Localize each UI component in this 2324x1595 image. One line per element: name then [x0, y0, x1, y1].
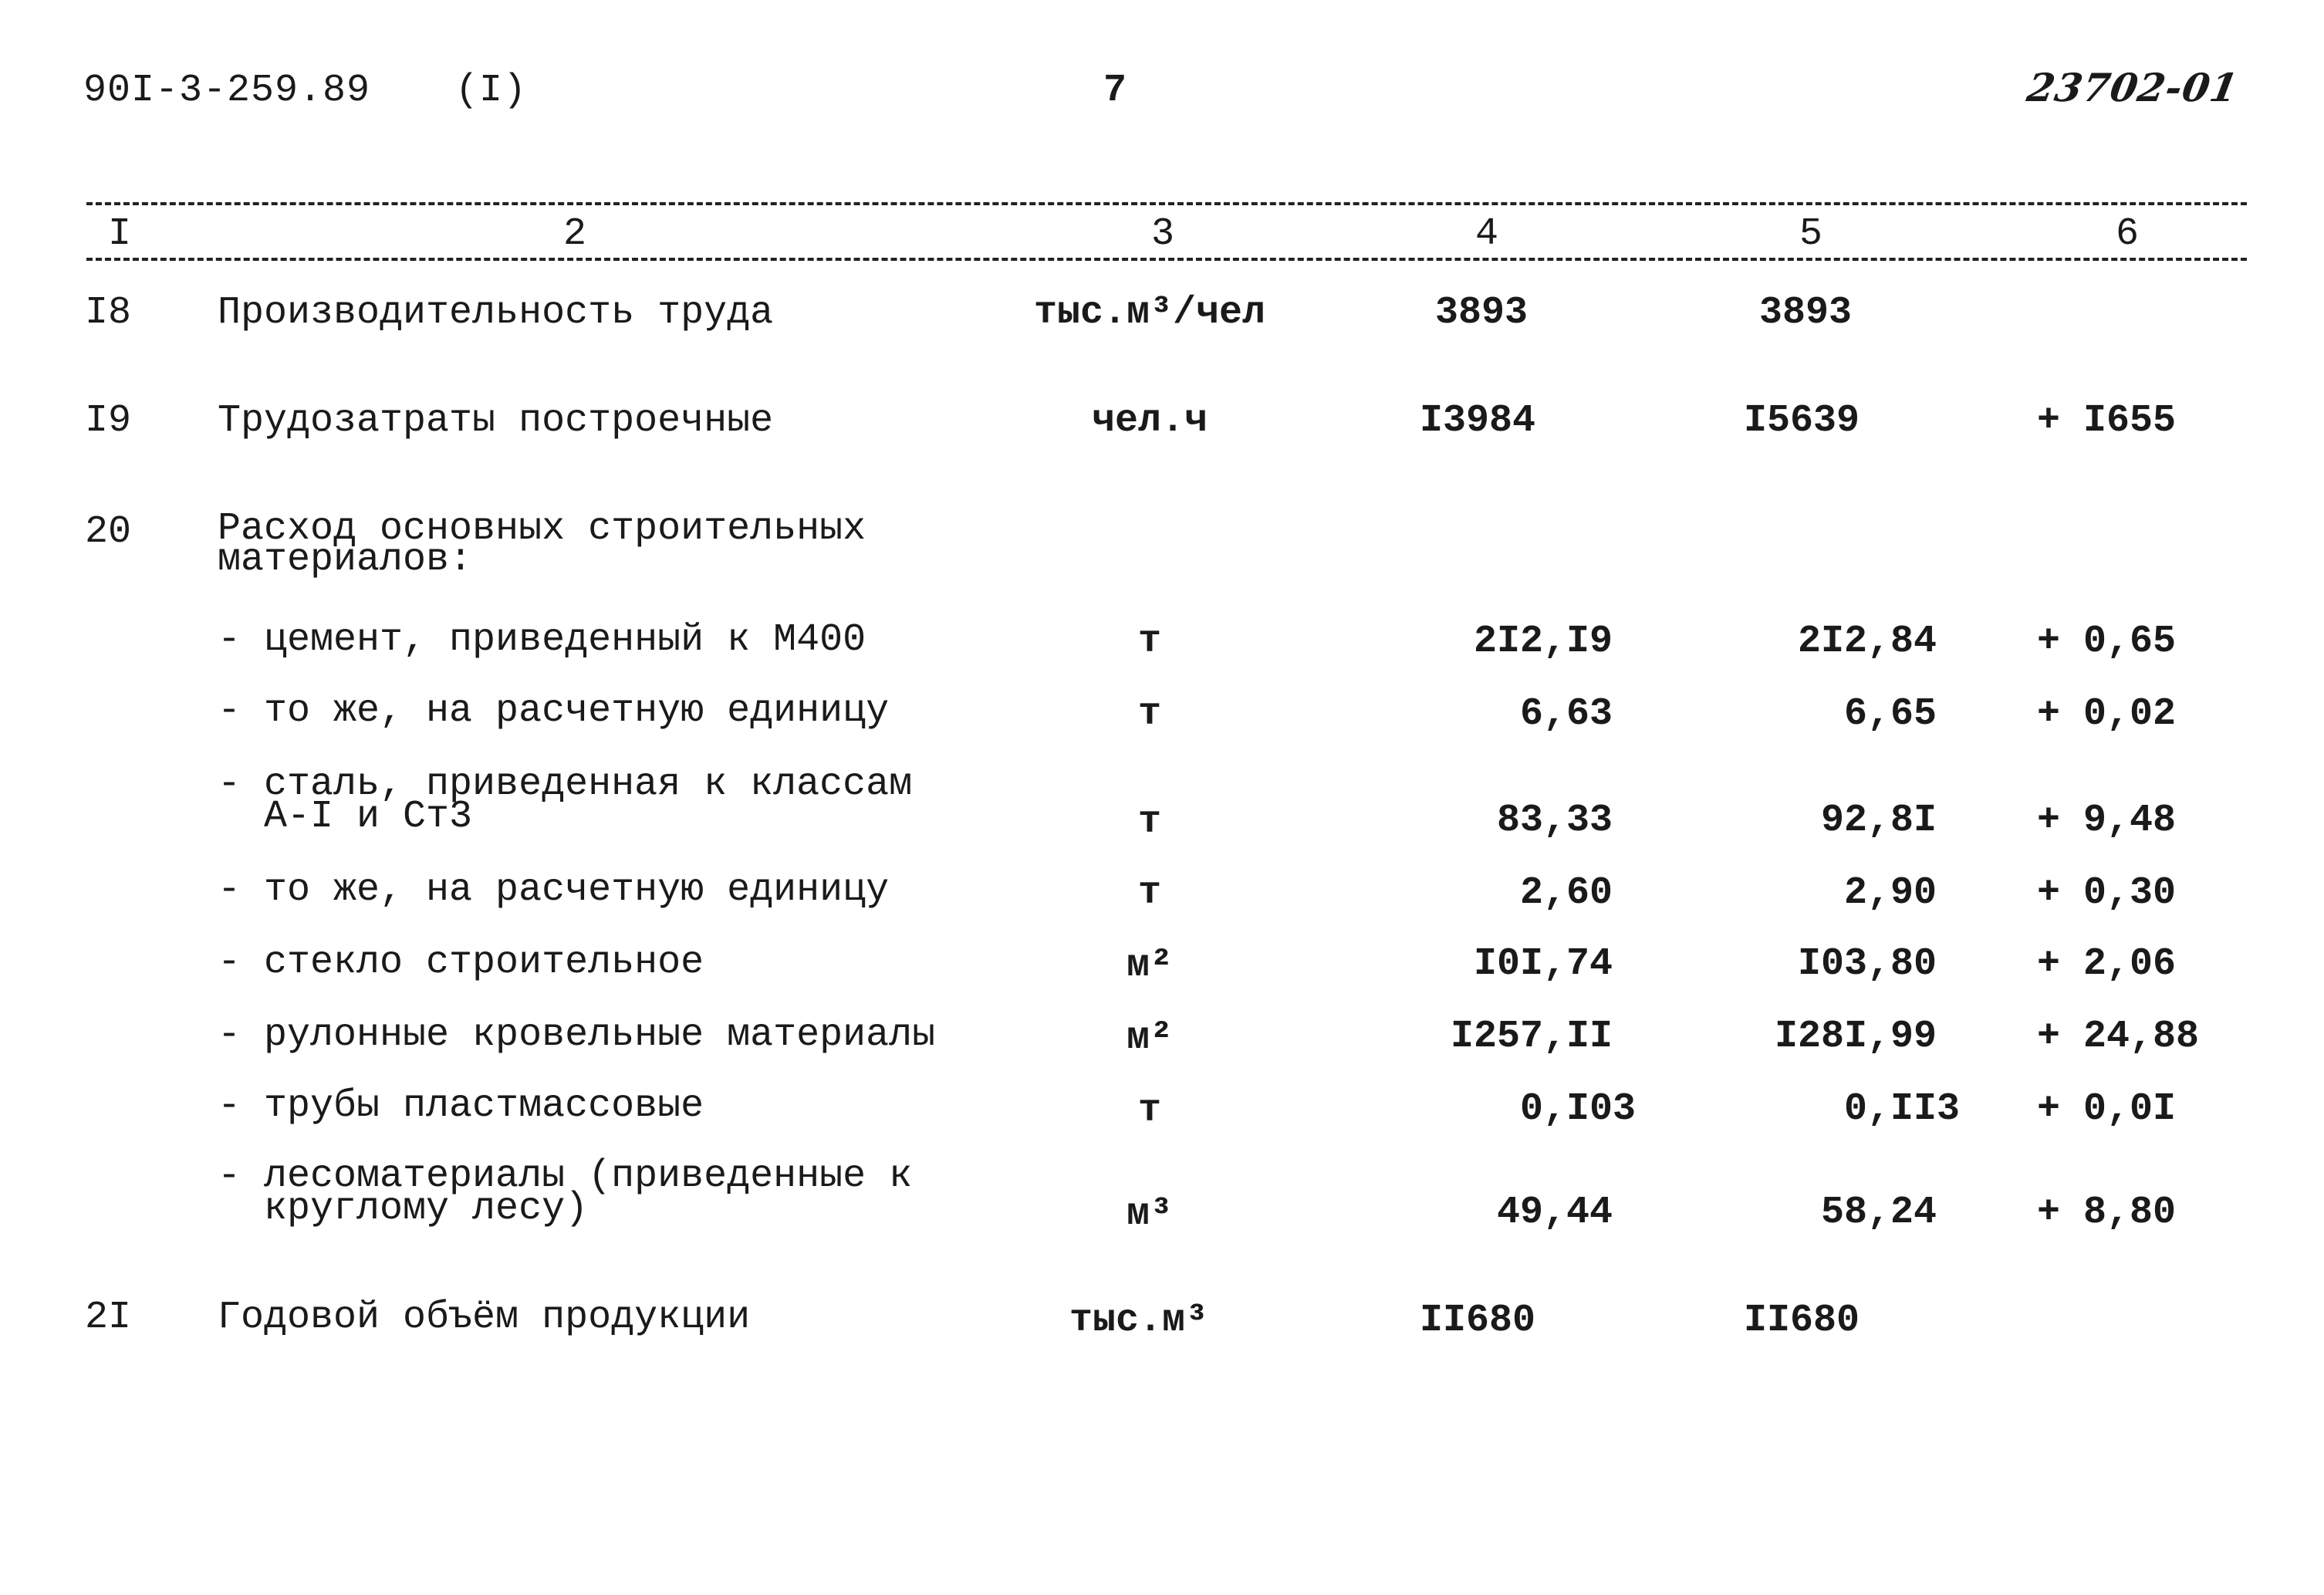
- value-design: I257,II: [1450, 1015, 1613, 1059]
- value-actual: 6,65: [1843, 692, 1937, 736]
- value-actual: 92,8I: [1820, 799, 1937, 843]
- row-number: I9: [85, 399, 132, 443]
- material-name: - рулонные кровельные материалы: [218, 1013, 936, 1057]
- value-design: 49,44: [1496, 1191, 1613, 1235]
- material-name: - цемент, приведенный к М400: [218, 618, 866, 662]
- unit: м³: [1126, 1192, 1173, 1236]
- row-number: I8: [85, 291, 132, 335]
- indicator-name: Производительность труда: [218, 291, 774, 335]
- material-name: - стекло строительное: [218, 941, 704, 985]
- document-part: (I): [455, 69, 528, 113]
- indicator-name: Годовой объём продукции: [218, 1296, 751, 1340]
- value-design: I0I,74: [1473, 942, 1613, 986]
- indicator-name: Трудозатраты построечные: [218, 399, 774, 443]
- column-number-6: 6: [2116, 212, 2140, 256]
- value-design: 0,I03: [1519, 1087, 1636, 1131]
- value-difference: + 0,65: [2037, 620, 2177, 664]
- value-difference: + 0,0I: [2037, 1087, 2177, 1131]
- value-difference: + 9,48: [2037, 799, 2177, 843]
- value-difference: + I655: [2037, 399, 2177, 443]
- value-actual: 0,II3: [1843, 1087, 1960, 1131]
- value-difference: + 0,02: [2037, 692, 2177, 736]
- value-design: 6,63: [1519, 692, 1613, 736]
- column-number-1: I: [108, 212, 132, 256]
- document-code: 90I-3-259.89: [83, 69, 371, 113]
- row-number: 2I: [85, 1296, 132, 1340]
- material-name: - то же, на расчетную единицу: [218, 689, 890, 733]
- page-number: 7: [1103, 69, 1128, 113]
- value-actual: 3893: [1759, 291, 1853, 335]
- column-number-4: 4: [1475, 212, 1499, 256]
- value-difference: + 24,88: [2037, 1015, 2200, 1059]
- inventory-number-handwritten: 23702-01: [2023, 65, 2242, 110]
- value-actual: I28I,99: [1774, 1015, 1937, 1059]
- column-number-2: 2: [563, 212, 587, 256]
- unit: тыс.м³: [1069, 1299, 1209, 1343]
- value-design: II680: [1420, 1299, 1536, 1343]
- unit: чел.ч: [1091, 399, 1208, 443]
- unit: м²: [1126, 944, 1173, 988]
- value-difference: + 8,80: [2037, 1191, 2177, 1235]
- value-design: 2,60: [1519, 871, 1613, 915]
- unit: тыс.м³/чел: [1033, 291, 1266, 335]
- unit: т: [1137, 620, 1161, 664]
- value-difference: + 0,30: [2037, 871, 2177, 915]
- value-design: 2I2,I9: [1473, 620, 1613, 664]
- material-name: - лесоматериалы (приведенные к круглому лесу): [218, 1154, 913, 1231]
- material-name: - сталь, приведенная к классам А-I и Ст3: [218, 762, 913, 839]
- value-design: I3984: [1420, 399, 1536, 443]
- value-design: 3893: [1435, 291, 1529, 335]
- value-actual: 2,90: [1843, 871, 1937, 915]
- column-number-3: 3: [1151, 212, 1175, 256]
- indicator-name: Расход основных строительных материалов:: [218, 507, 866, 582]
- unit: т: [1137, 692, 1161, 736]
- value-actual: I03,80: [1797, 942, 1937, 986]
- unit: т: [1137, 871, 1161, 915]
- value-actual: II680: [1744, 1299, 1860, 1343]
- value-actual: 2I2,84: [1797, 620, 1937, 664]
- table-top-rule: [86, 202, 2247, 205]
- row-number: 20: [85, 510, 132, 554]
- value-difference: + 2,06: [2037, 942, 2177, 986]
- value-actual: 58,24: [1820, 1191, 1937, 1235]
- unit: м²: [1126, 1016, 1173, 1060]
- material-name: - трубы пластмассовые: [218, 1084, 704, 1128]
- unit: т: [1137, 800, 1161, 844]
- column-number-5: 5: [1799, 212, 1823, 256]
- table-header-rule: [86, 258, 2247, 261]
- value-actual: I5639: [1744, 399, 1860, 443]
- value-design: 83,33: [1496, 799, 1613, 843]
- material-name: - то же, на расчетную единицу: [218, 868, 890, 912]
- unit: т: [1137, 1089, 1161, 1133]
